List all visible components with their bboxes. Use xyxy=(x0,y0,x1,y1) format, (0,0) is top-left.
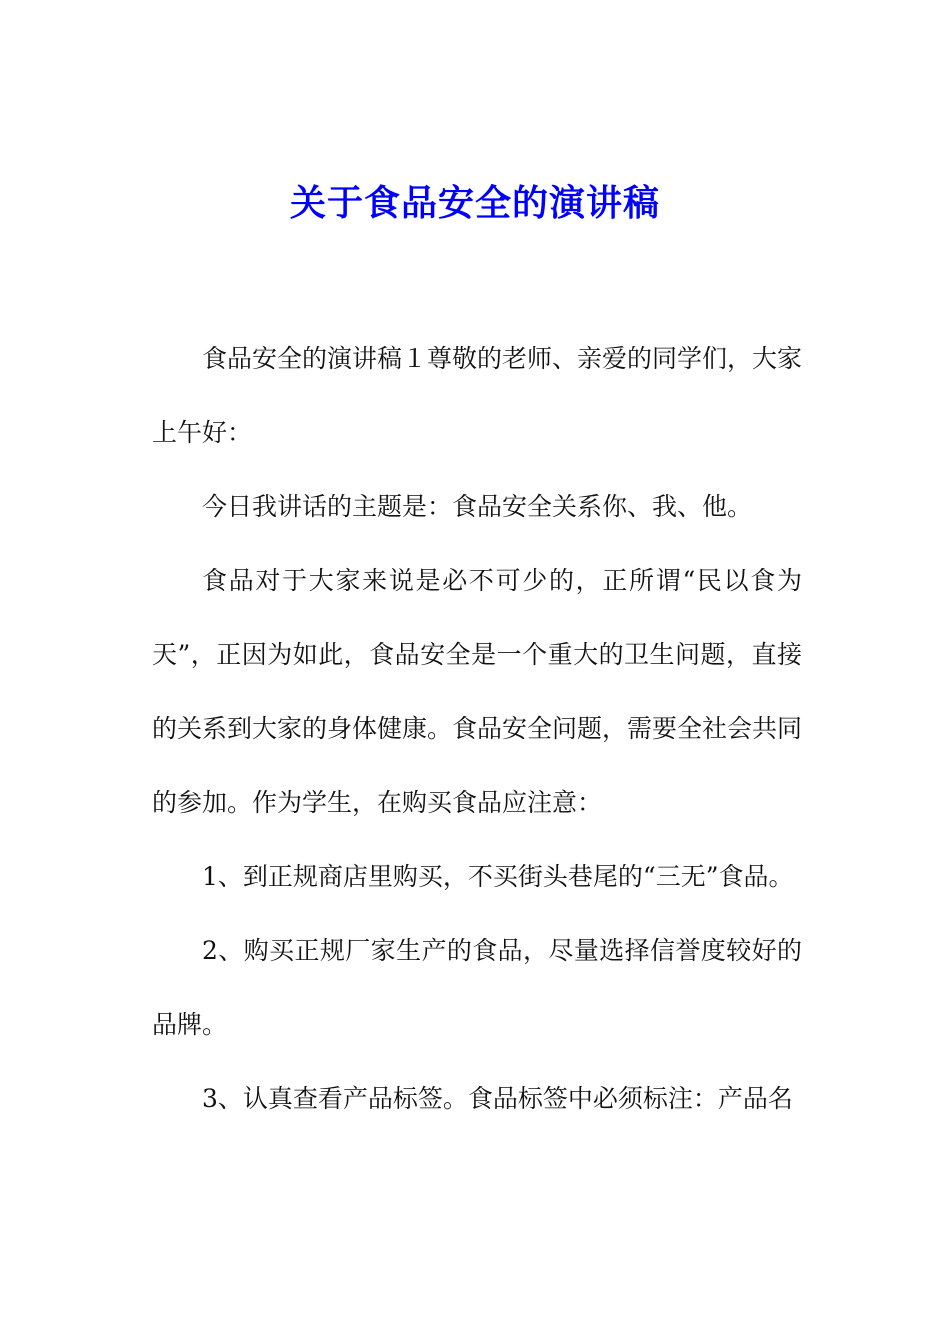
paragraph-tip-3: 3、认真查看产品标签。食品标签中必须标注：产品名 xyxy=(202,1084,793,1113)
paragraph-intro: 食品对于大家来说是必不可少的，正所谓“民以食为天”，正因为如此，食品安全是一个重大的卫生问题，直接的关系到大家的身体健康。食品安全问题，需要全社会共同的参加。作为学生，在购买食品应注意： xyxy=(152,566,803,817)
paragraph-greeting: 食品安全的演讲稿１尊敬的老师、亲爱的同学们，大家上午好： xyxy=(152,344,803,447)
paragraph-tip-2: 2、购买正规厂家生产的食品，尽量选择信誉度较好的品牌。 xyxy=(152,936,802,1039)
document-title: 关于食品安全的演讲稿 xyxy=(289,182,660,224)
paragraph-tip-1: 1、到正规商店里购买，不买街头巷尾的“三无”食品。 xyxy=(202,862,794,891)
paragraph-topic: 今日我讲话的主题是：食品安全关系你、我、他。 xyxy=(202,492,753,521)
document-body xyxy=(152,322,802,1136)
